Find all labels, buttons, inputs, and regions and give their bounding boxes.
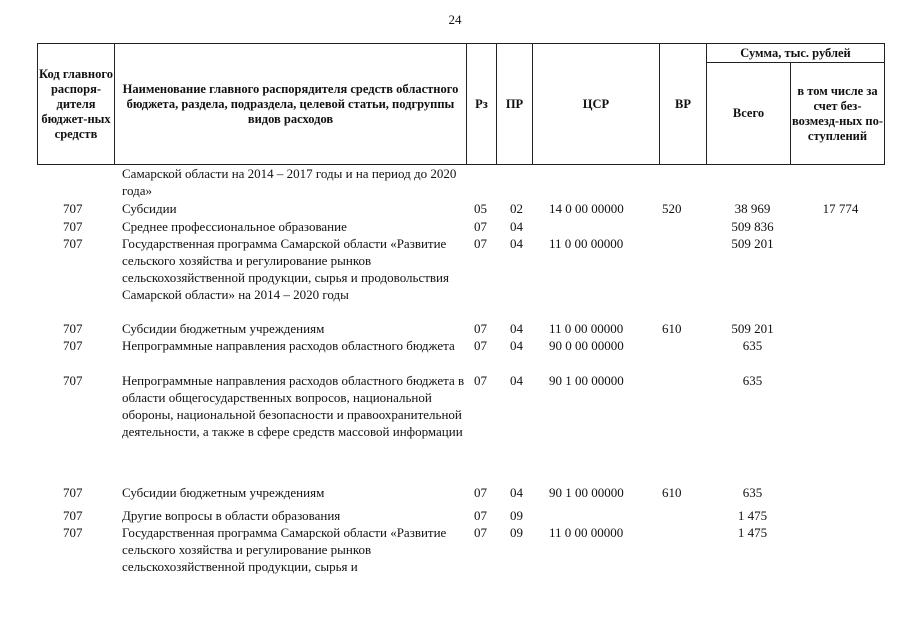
row-rz: 07 [474, 236, 487, 251]
table-header [37, 43, 885, 165]
row-code: 707 [63, 373, 83, 388]
row-total: 509 201 [731, 236, 774, 251]
row-name: Субсидии [122, 201, 177, 216]
header-vr: ВР [659, 43, 707, 165]
row-vr: 520 [662, 201, 682, 216]
header-code: Код главного распоря-дителя бюджет-ных средств [37, 43, 115, 165]
header-csr: ЦСР [532, 43, 660, 165]
row-rz: 07 [474, 338, 487, 353]
row-total: 1 475 [737, 525, 768, 540]
row-code: 707 [63, 219, 83, 234]
row-rz: 07 [474, 321, 487, 336]
row-csr: 90 1 00 00000 [549, 485, 624, 500]
header-total: Всего [706, 62, 791, 165]
row-name: Среднее профессиональное образование [122, 219, 347, 234]
row-csr: 11 0 00 00000 [549, 525, 624, 540]
row-pr: 09 [510, 525, 523, 540]
row-name: Непрограммные направления расходов областного бюджета [122, 338, 455, 353]
row-vr: 610 [662, 321, 682, 336]
row-pr: 04 [510, 338, 523, 353]
row-total: 509 836 [731, 219, 774, 234]
row-free: 17 774 [822, 201, 859, 216]
row-csr: 90 0 00 00000 [549, 338, 624, 353]
row-rz: 07 [474, 525, 487, 540]
row-code: 707 [63, 236, 83, 251]
row-pr: 04 [510, 219, 523, 234]
header-sum: Сумма, тыс. рублей [706, 43, 885, 63]
header-name: Наименование главного распорядителя средств областного бюджета, раздела, подраздела, целевой статьи, подгруппы видов расходов [114, 43, 467, 165]
row-total: 635 [742, 373, 763, 388]
row-name: Субсидии бюджетным учреждениям [122, 321, 325, 336]
header-rz: Рз [466, 43, 497, 165]
row-rz: 07 [474, 508, 487, 523]
row-pr: 04 [510, 485, 523, 500]
row-code: 707 [63, 525, 83, 540]
row-total: 509 201 [731, 321, 774, 336]
row-name: Субсидии бюджетным учреждениям [122, 485, 325, 500]
row-csr: 11 0 00 00000 [549, 321, 624, 336]
row-name: Самарской области на 2014 – 2017 годы и на период до 2020 года» [122, 166, 457, 198]
row-pr: 04 [510, 236, 523, 251]
row-name: Государственная программа Самарской области «Развитие сельского хозяйства и регулирование рынков сельскохозяйственной продукции, сырья и [122, 525, 447, 574]
row-name: Государственная программа Самарской области «Развитие сельского хозяйства и регулирование рынков сельскохозяйственной продукции, сырья и продовольствия Самарской области» на 2014 – 2020 годы [122, 236, 449, 302]
header-free: в том числе за счет без-возмезд-ных по-ступлений [790, 62, 885, 165]
header-pr: ПР [496, 43, 533, 165]
row-rz: 07 [474, 373, 487, 388]
row-pr: 04 [510, 373, 523, 388]
row-pr: 04 [510, 321, 523, 336]
row-code: 707 [63, 485, 83, 500]
row-vr: 610 [662, 485, 682, 500]
row-total: 635 [742, 338, 763, 353]
row-name: Непрограммные направления расходов областного бюджета в области общегосударственных вопросов, национальной обороны, национальной безопасности и правоохранительной деятельности, а также в сфере средств массовой информации [122, 373, 465, 439]
row-csr: 14 0 00 00000 [549, 201, 624, 216]
row-total: 1 475 [737, 508, 768, 523]
row-total: 38 969 [734, 201, 771, 216]
row-code: 707 [63, 508, 83, 523]
row-pr: 09 [510, 508, 523, 523]
row-rz: 07 [474, 485, 487, 500]
row-code: 707 [63, 321, 83, 336]
page-number: 24 [448, 12, 462, 27]
row-code: 707 [63, 338, 83, 353]
row-name: Другие вопросы в области образования [122, 508, 341, 523]
row-total: 635 [742, 485, 763, 500]
row-rz: 07 [474, 219, 487, 234]
row-csr: 90 1 00 00000 [549, 373, 624, 388]
row-csr: 11 0 00 00000 [549, 236, 624, 251]
row-code: 707 [63, 201, 83, 216]
row-rz: 05 [474, 201, 487, 216]
row-pr: 02 [510, 201, 523, 216]
